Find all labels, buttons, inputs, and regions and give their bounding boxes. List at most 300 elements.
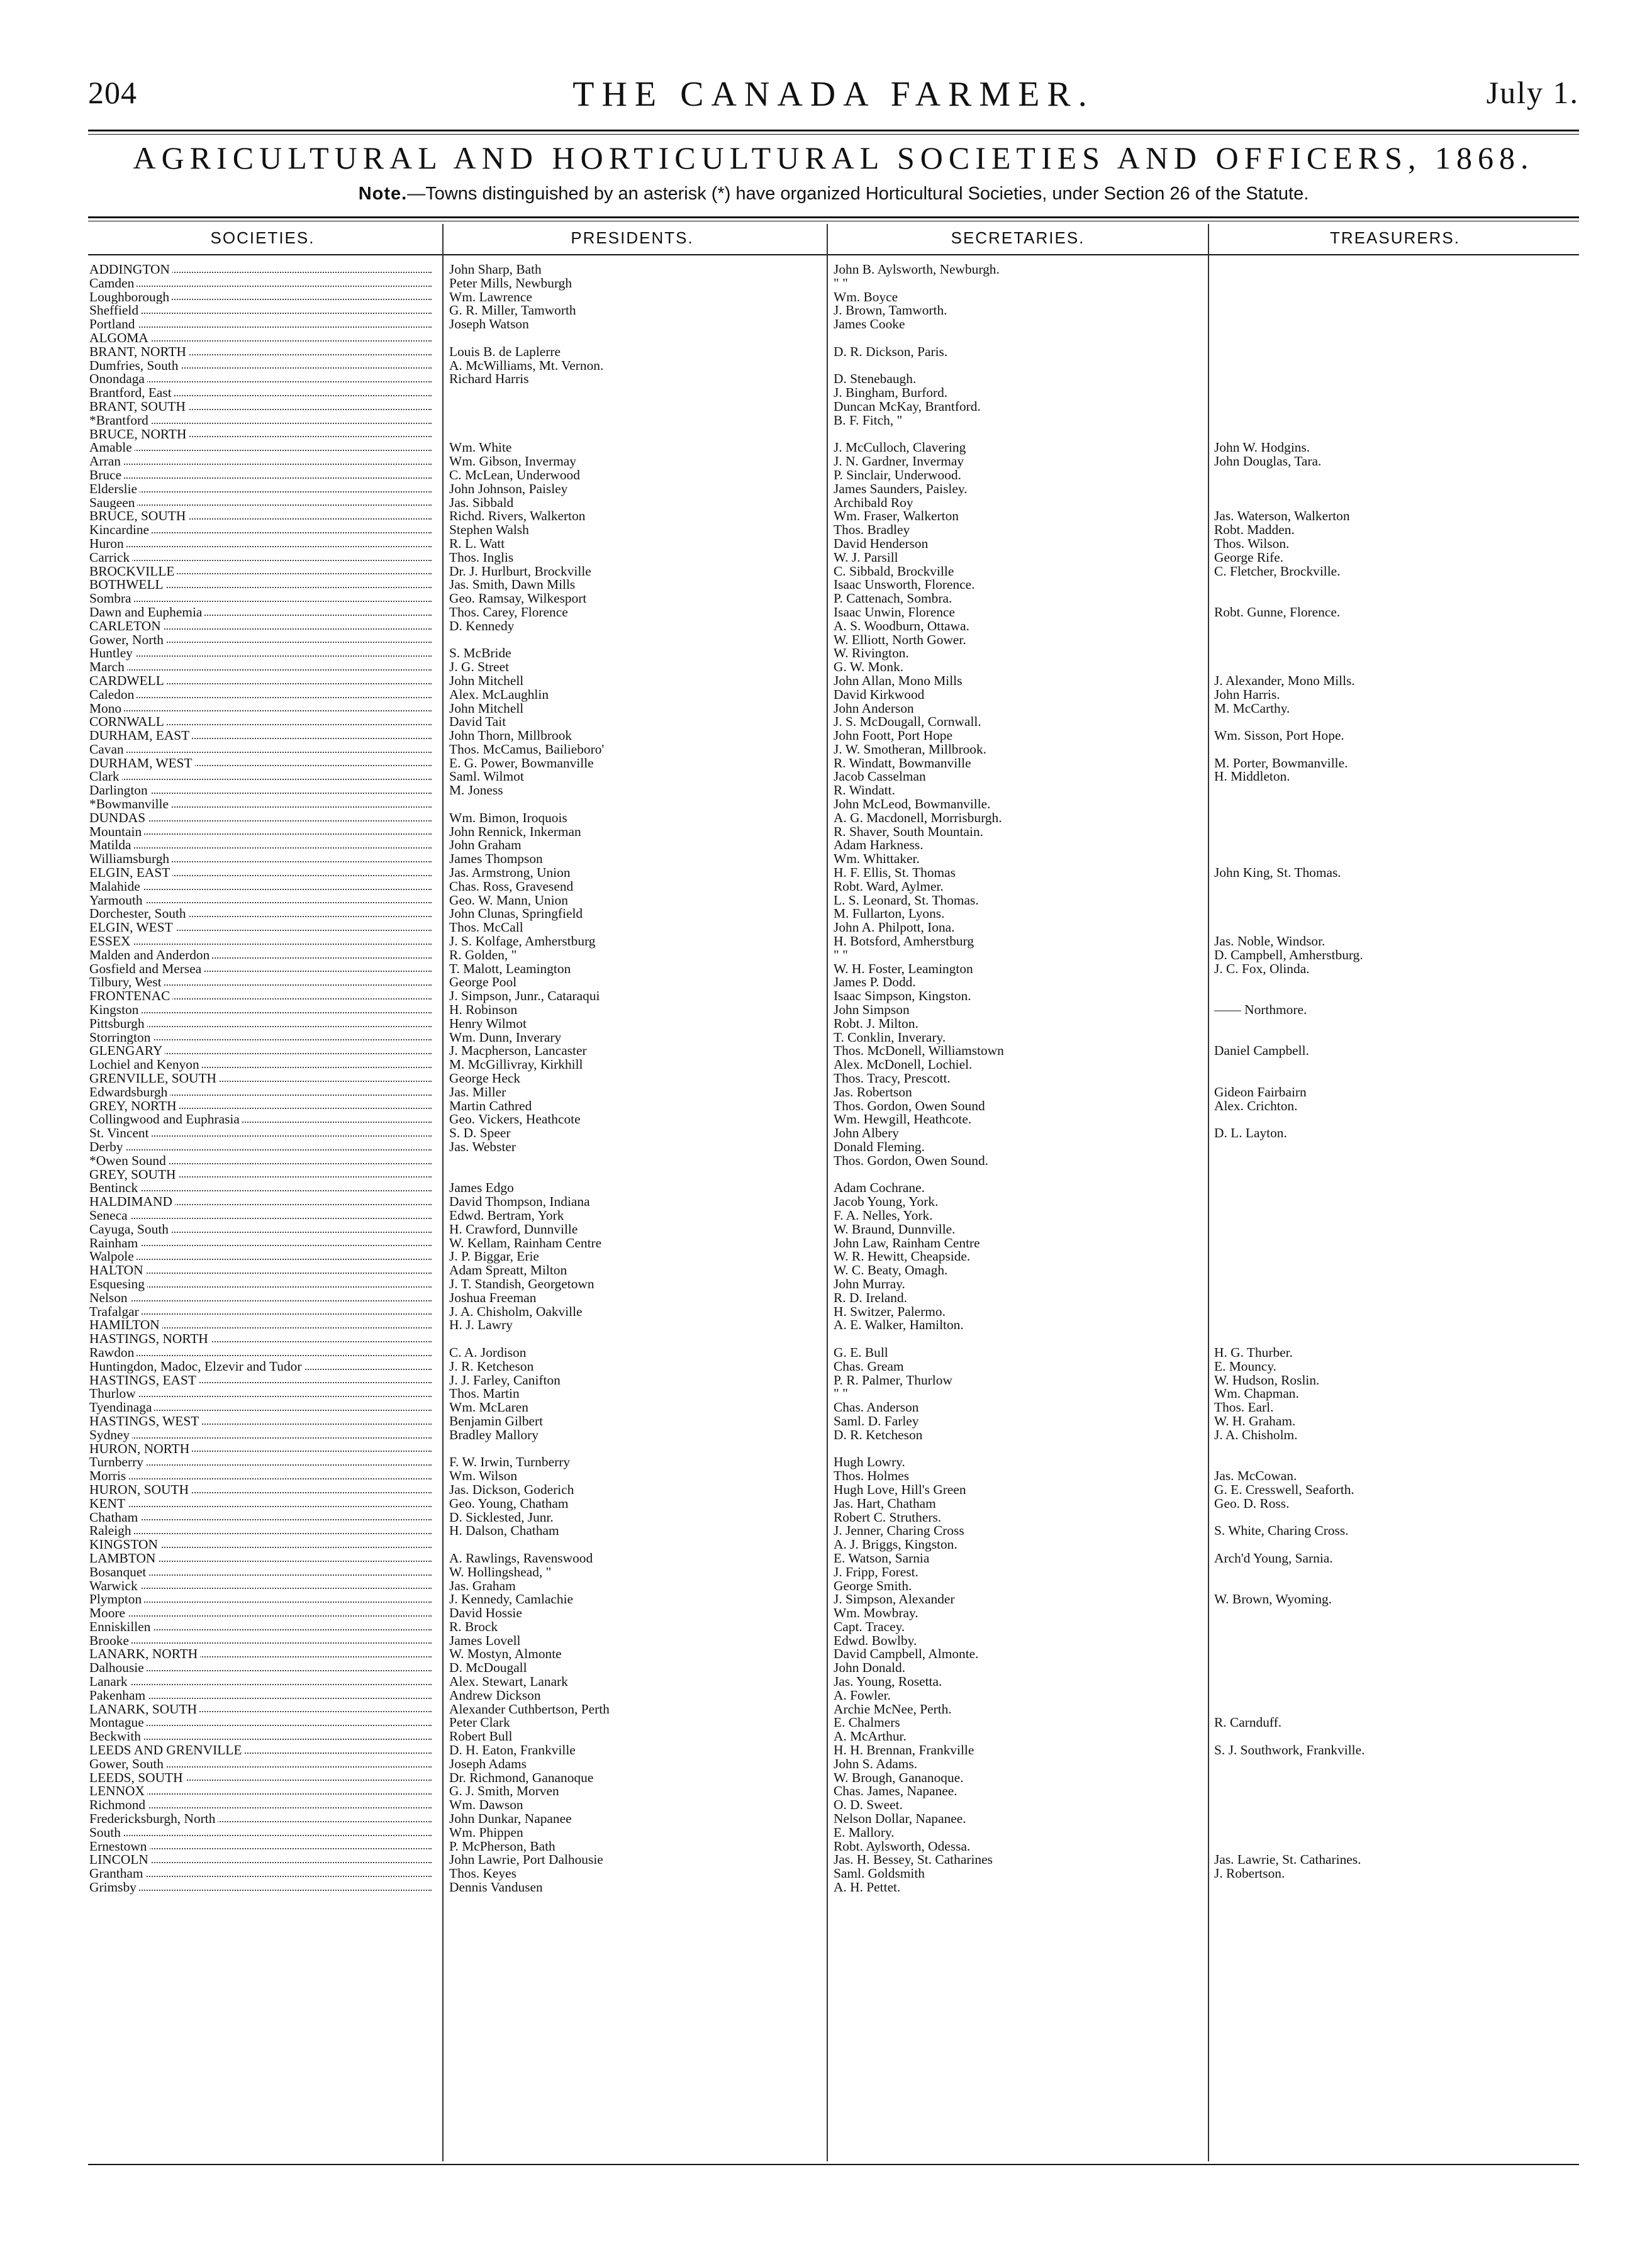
secretary-name: H. H. Brennan, Frankville (834, 1744, 974, 1758)
table-row (449, 1826, 822, 1840)
society-name: KENT (89, 1497, 128, 1511)
table-row (89, 1318, 437, 1332)
table-row (449, 1620, 822, 1634)
secretary-name: A. H. Pettet. (834, 1881, 901, 1895)
table-row (834, 386, 1203, 400)
secretary-name: Isaac Simpson, Kingston. (834, 989, 971, 1004)
president-name: Henry Wilmot (449, 1017, 527, 1031)
table-row (449, 1291, 822, 1305)
president-name: S. McBride (449, 647, 511, 661)
table-row (449, 1469, 822, 1483)
secretary-name: Thos. Holmes (834, 1469, 910, 1483)
secretary-name: Wm. Boyce (834, 290, 898, 304)
table-row (834, 825, 1203, 839)
table-row (1214, 1552, 1579, 1566)
table-row (449, 1401, 822, 1415)
table-row (834, 1360, 1203, 1374)
table-row (834, 1730, 1203, 1744)
president-name: David Hossie (449, 1607, 522, 1620)
treasurer-name: Robt. Madden. (1214, 523, 1295, 537)
table-row (1214, 1634, 1579, 1648)
table-row (1214, 1785, 1579, 1798)
table-row (1214, 1483, 1579, 1497)
secretary-name: B. F. Fitch, " (834, 413, 903, 428)
table-row (449, 798, 822, 811)
secretary-name: A. J. Briggs, Kingston. (834, 1538, 957, 1552)
table-row (834, 1374, 1203, 1388)
secretary-name: Donald Fleming. (834, 1140, 925, 1154)
table-row (834, 1429, 1203, 1442)
table-row (89, 935, 437, 949)
table-row (1214, 455, 1579, 469)
table-row (449, 1318, 822, 1332)
table-row (449, 1661, 822, 1675)
treasurer-name: Daniel Campbell. (1214, 1044, 1309, 1059)
society-name: Moore (89, 1607, 128, 1620)
table-row (89, 1195, 437, 1209)
society-name: Loughborough (89, 291, 172, 304)
page-header (88, 74, 1579, 125)
table-row (449, 291, 822, 304)
table-row (89, 647, 437, 660)
table-row (834, 263, 1203, 277)
society-name: Caledon (89, 688, 137, 702)
table-row (834, 537, 1203, 551)
secretary-name: W. H. Foster, Leamington (834, 962, 973, 976)
table-row (89, 1264, 437, 1278)
table-row (89, 1716, 437, 1730)
president-name: Andrew Dickson (449, 1688, 541, 1703)
table-row (89, 1072, 437, 1086)
society-name: Nelson (89, 1291, 130, 1305)
table-row (449, 620, 822, 633)
president-name: George Heck (449, 1072, 521, 1086)
table-row (1214, 1511, 1579, 1525)
table-row (834, 1607, 1203, 1620)
society-name: LAMBTON (89, 1552, 158, 1566)
table-row (834, 1058, 1203, 1072)
table-row (834, 1346, 1203, 1360)
table-row (834, 715, 1203, 729)
secretary-name: W. J. Parsill (834, 550, 898, 565)
president-name: James Thompson (449, 852, 543, 867)
president-name: Adam Spreatt, Milton (449, 1264, 567, 1278)
table-row (1214, 1044, 1579, 1058)
president-name: E. G. Power, Bowmanville (449, 756, 594, 771)
societies-column (89, 263, 437, 1895)
table-row (1214, 1469, 1579, 1483)
table-row (1214, 1429, 1579, 1442)
treasurer-name: W. H. Graham. (1214, 1414, 1296, 1429)
table-row (89, 1744, 437, 1758)
table-row (834, 1689, 1203, 1703)
president-name: G. R. Miller, Tamworth (449, 304, 576, 318)
table-row (89, 757, 437, 771)
table-row (89, 674, 437, 688)
secretary-name: Capt. Tracey. (834, 1620, 905, 1634)
table-row (1214, 386, 1579, 400)
table-row (834, 1140, 1203, 1154)
column-header-societies: SOCIETIES. (210, 228, 315, 247)
president-name: Joseph Adams (449, 1757, 527, 1771)
table-row (449, 1497, 822, 1511)
table-row (89, 866, 437, 880)
table-row (1214, 1113, 1579, 1127)
table-row (834, 743, 1203, 757)
secretary-name: W. Braund, Dunnville. (834, 1222, 956, 1237)
table-row (89, 1058, 437, 1072)
table-row (449, 1346, 822, 1360)
issue-date: July 1. (1486, 75, 1579, 110)
table-row (89, 989, 437, 1003)
treasurer-name: Geo. D. Ross. (1214, 1496, 1290, 1511)
table-row (1214, 1072, 1579, 1086)
table-row (89, 620, 437, 633)
table-row (89, 1661, 437, 1675)
table-row (834, 1127, 1203, 1140)
table-row (834, 620, 1203, 633)
president-name: Jas. Dickson, Goderich (449, 1483, 574, 1497)
table-row (89, 1113, 437, 1127)
table-row (1214, 345, 1579, 359)
table-row (834, 1744, 1203, 1758)
table-row (449, 1237, 822, 1251)
president-name: H. Robinson (449, 1003, 518, 1017)
table-row (834, 1661, 1203, 1675)
president-name: J. R. Ketcheson (449, 1359, 534, 1374)
society-name: Derby (89, 1140, 125, 1154)
society-name: Raleigh (89, 1524, 134, 1538)
secretary-name: T. Conklin, Inverary. (834, 1030, 946, 1045)
table-row (449, 606, 822, 620)
table-row (834, 757, 1203, 771)
table-row (834, 1647, 1203, 1661)
table-row (89, 798, 437, 811)
president-name: Alex. Stewart, Lanark (449, 1675, 568, 1689)
secretary-name: John Simpson (834, 1003, 910, 1017)
society-name: Collingwood and Euphrasia (89, 1113, 242, 1127)
president-name: John Clunas, Springfield (449, 907, 583, 922)
secretary-name: Archie McNee, Perth. (834, 1702, 952, 1717)
society-name: Richmond (89, 1798, 148, 1812)
table-row (834, 1415, 1203, 1429)
society-name: KINGSTON (89, 1538, 160, 1552)
society-name: HALTON (89, 1264, 146, 1278)
secretary-name: G. E. Bull (834, 1346, 888, 1360)
table-row (449, 976, 822, 989)
president-name: Wm. Gibson, Invermay (449, 455, 576, 469)
society-name: Elderslie (89, 482, 140, 496)
president-name: John Mitchell (449, 701, 524, 716)
secretaries-column (834, 263, 1203, 1895)
table-row (1214, 921, 1579, 935)
table-row (89, 688, 437, 702)
table-row (449, 1867, 822, 1881)
table-row (834, 1291, 1203, 1305)
president-name: Wm. Lawrence (449, 290, 532, 304)
treasurer-name: Alex. Crichton. (1214, 1099, 1298, 1113)
secretary-name: Hugh Lowry. (834, 1456, 905, 1470)
society-name: CORNWALL (89, 715, 167, 729)
table-row (89, 838, 437, 852)
table-row (89, 1181, 437, 1195)
table-row (449, 838, 822, 852)
table-row (89, 1374, 437, 1388)
table-row (1214, 1264, 1579, 1278)
table-row (449, 894, 822, 908)
table-row (834, 1620, 1203, 1634)
table-row (834, 1072, 1203, 1086)
president-name: Bradley Mallory (449, 1428, 539, 1442)
table-row (1214, 1826, 1579, 1840)
society-name: Portland (89, 318, 138, 332)
table-row (449, 565, 822, 579)
president-name: John Johnson, Paisley (449, 482, 568, 496)
society-name: Dalhousie (89, 1661, 147, 1675)
secretary-name: " " (834, 1387, 848, 1401)
table-row (834, 935, 1203, 949)
table-row (834, 866, 1203, 880)
treasurer-name: M. Porter, Bowmanville. (1214, 756, 1348, 771)
table-row (1214, 1867, 1579, 1881)
table-row (1214, 647, 1579, 660)
society-name: Cavan (89, 743, 126, 757)
society-name: HASTINGS, NORTH (89, 1332, 211, 1346)
table-row (1214, 1661, 1579, 1675)
secretary-name: Thos. McDonell, Williamstown (834, 1044, 1004, 1059)
society-name: Warwick (89, 1580, 140, 1593)
table-row (1214, 949, 1579, 962)
secretary-name: John Foott, Port Hope (834, 729, 952, 743)
treasurer-name: John Harris. (1214, 688, 1280, 702)
president-name: John Graham (449, 838, 522, 853)
president-name: John Rennick, Inkerman (449, 825, 581, 839)
society-name: Bruce (89, 469, 124, 482)
table-row (449, 647, 822, 660)
president-name: John Sharp, Bath (449, 263, 542, 277)
table-row (1214, 1332, 1579, 1346)
president-name: W. Kellam, Rainham Centre (449, 1236, 602, 1251)
table-row (449, 989, 822, 1003)
table-row (449, 715, 822, 729)
table-row (834, 1223, 1203, 1237)
society-name: Onondaga (89, 372, 147, 386)
table-row (89, 702, 437, 716)
table-row (1214, 291, 1579, 304)
society-name: Seneca (89, 1209, 130, 1223)
treasurer-name: Thos. Earl. (1214, 1401, 1274, 1415)
secretary-name: W. R. Hewitt, Cheapside. (834, 1250, 971, 1264)
president-name: Dr. J. Hurlburt, Brockville (449, 564, 591, 579)
table-row (834, 1332, 1203, 1346)
secretary-name: A. S. Woodburn, Ottawa. (834, 619, 969, 633)
table-row (834, 318, 1203, 332)
treasurer-name: D. Campbell, Amherstburg. (1214, 948, 1363, 962)
table-row (449, 1785, 822, 1798)
society-name: Dorchester, South (89, 907, 189, 921)
president-name: Jas. Sibbald (449, 496, 514, 510)
table-row (834, 455, 1203, 469)
treasurer-name: C. Fletcher, Brockville. (1214, 564, 1341, 579)
president-name: F. W. Irwin, Turnberry (449, 1456, 571, 1470)
treasurer-name: Jas. McCowan. (1214, 1469, 1297, 1483)
table-row (1214, 1387, 1579, 1401)
table-row (834, 976, 1203, 989)
table-row (1214, 592, 1579, 606)
table-row (89, 715, 437, 729)
table-row (89, 565, 437, 579)
table-row (89, 1415, 437, 1429)
table-row (834, 1538, 1203, 1552)
treasurer-name: Jas. Waterson, Walkerton (1214, 510, 1350, 524)
president-name: Wm. Bimon, Iroquois (449, 811, 567, 825)
president-name: D. Kennedy (449, 619, 515, 633)
table-row (1214, 1744, 1579, 1758)
president-name: D. McDougall (449, 1661, 527, 1676)
table-row (1214, 1593, 1579, 1607)
table-row (834, 1305, 1203, 1319)
table-row (449, 1840, 822, 1854)
table-row (1214, 1127, 1579, 1140)
table-row (1214, 510, 1579, 523)
table-row (89, 372, 437, 386)
table-row (1214, 469, 1579, 482)
president-name: M. McGillivray, Kirkhill (449, 1058, 583, 1072)
society-name: Mountain (89, 825, 144, 839)
table-row (834, 1469, 1203, 1483)
secretary-name: David Campbell, Almonte. (834, 1647, 979, 1662)
president-name: Benjamin Gilbert (449, 1414, 544, 1429)
table-row (89, 1867, 437, 1881)
society-name: HURON, SOUTH (89, 1483, 191, 1497)
president-name: P. McPherson, Bath (449, 1839, 555, 1854)
table-row (834, 811, 1203, 825)
table-row (1214, 880, 1579, 894)
table-row (1214, 523, 1579, 537)
table-row (89, 455, 437, 469)
table-row (89, 551, 437, 565)
secretary-name: E. Watson, Sarnia (834, 1551, 930, 1566)
treasurer-name: Arch'd Young, Sarnia. (1214, 1551, 1333, 1566)
column-header-presidents: PRESIDENTS. (571, 228, 694, 247)
table-row (1214, 852, 1579, 866)
society-name: LENNOX (89, 1785, 147, 1798)
society-name: GREY, SOUTH (89, 1168, 178, 1182)
society-name: Walpole (89, 1250, 137, 1264)
society-name: Arran (89, 455, 123, 469)
table-row (449, 523, 822, 537)
table-row (1214, 1853, 1579, 1867)
secretary-name: R. D. Ireland. (834, 1291, 908, 1305)
secretary-name: W. Brough, Gananoque. (834, 1771, 964, 1785)
table-row (449, 414, 822, 428)
table-row (834, 592, 1203, 606)
secretary-name: Duncan McKay, Brantford. (834, 399, 981, 414)
society-name: Bosanquet (89, 1566, 148, 1580)
article-note (88, 184, 1579, 204)
president-name: David Thompson, Indiana (449, 1195, 590, 1209)
secretary-name: Robert C. Struthers. (834, 1510, 942, 1525)
table-row (89, 907, 437, 921)
table-row (449, 1552, 822, 1566)
society-name: Chatham (89, 1511, 140, 1525)
secretary-name: P. Cattenach, Sombra. (834, 592, 952, 606)
table-row (1214, 1703, 1579, 1717)
table-row (1214, 989, 1579, 1003)
table-row (834, 1250, 1203, 1264)
president-name: Dennis Vandusen (449, 1881, 543, 1895)
table-row (89, 263, 437, 277)
treasurer-name: J. Alexander, Mono Mills. (1214, 674, 1355, 688)
table-row (834, 606, 1203, 620)
society-name: Bentinck (89, 1181, 140, 1195)
table-row (834, 277, 1203, 291)
society-name: Gower, North (89, 633, 166, 647)
table-row (449, 880, 822, 894)
table-row (449, 428, 822, 442)
society-name: Tilbury, West (89, 976, 164, 989)
secretary-name: Thos. Tracy, Prescott. (834, 1072, 951, 1086)
table-row (834, 949, 1203, 962)
table-row (89, 304, 437, 318)
table-row (449, 537, 822, 551)
president-name: Alex. McLaughlin (449, 688, 549, 702)
secretary-name: Thos. Bradley (834, 523, 910, 537)
table-row (834, 852, 1203, 866)
article-title: AGRICULTURAL AND HORTICULTURAL SOCIETIES AND OFFICERS, 1868. (133, 140, 1534, 176)
president-name: Thos. Inglis (449, 550, 514, 565)
table-row (834, 1634, 1203, 1648)
president-name: Martin Cathred (449, 1099, 532, 1113)
president-name: Geo. Ramsay, Wilkesport (449, 592, 587, 606)
table-row (1214, 633, 1579, 647)
table-row (1214, 1278, 1579, 1291)
society-name: Pakenham (89, 1689, 148, 1703)
table-row (834, 332, 1203, 345)
table-row (89, 1689, 437, 1703)
president-name: James Edgo (449, 1181, 514, 1196)
table-row (449, 935, 822, 949)
table-row (449, 852, 822, 866)
secretary-name: Wm. Whittaker. (834, 852, 920, 867)
society-name: Huron (89, 537, 126, 551)
table-row (89, 277, 437, 291)
table-row (449, 1483, 822, 1497)
table-row (1214, 1647, 1579, 1661)
society-name: Cayuga, South (89, 1223, 171, 1237)
table-row (834, 907, 1203, 921)
table-row (449, 1278, 822, 1291)
table-row (834, 482, 1203, 496)
secretary-name: Hugh Love, Hill's Green (834, 1483, 966, 1497)
secretary-name: W. C. Beaty, Omagh. (834, 1264, 948, 1278)
table-row (834, 359, 1203, 373)
table-row (89, 1003, 437, 1017)
president-name: J. Macpherson, Lancaster (449, 1044, 587, 1059)
secretary-name: J. Bingham, Burford. (834, 386, 948, 400)
table-row (89, 1168, 437, 1182)
header-rule (88, 130, 1579, 131)
table-row (1214, 496, 1579, 510)
table-row (449, 1758, 822, 1771)
society-name: Gower, South (89, 1758, 166, 1771)
table-row (834, 1867, 1203, 1881)
table-row (449, 1223, 822, 1237)
president-name: D. Sicklested, Junr. (449, 1510, 554, 1525)
table-row (449, 469, 822, 482)
table-row (449, 277, 822, 291)
table-row (449, 1360, 822, 1374)
